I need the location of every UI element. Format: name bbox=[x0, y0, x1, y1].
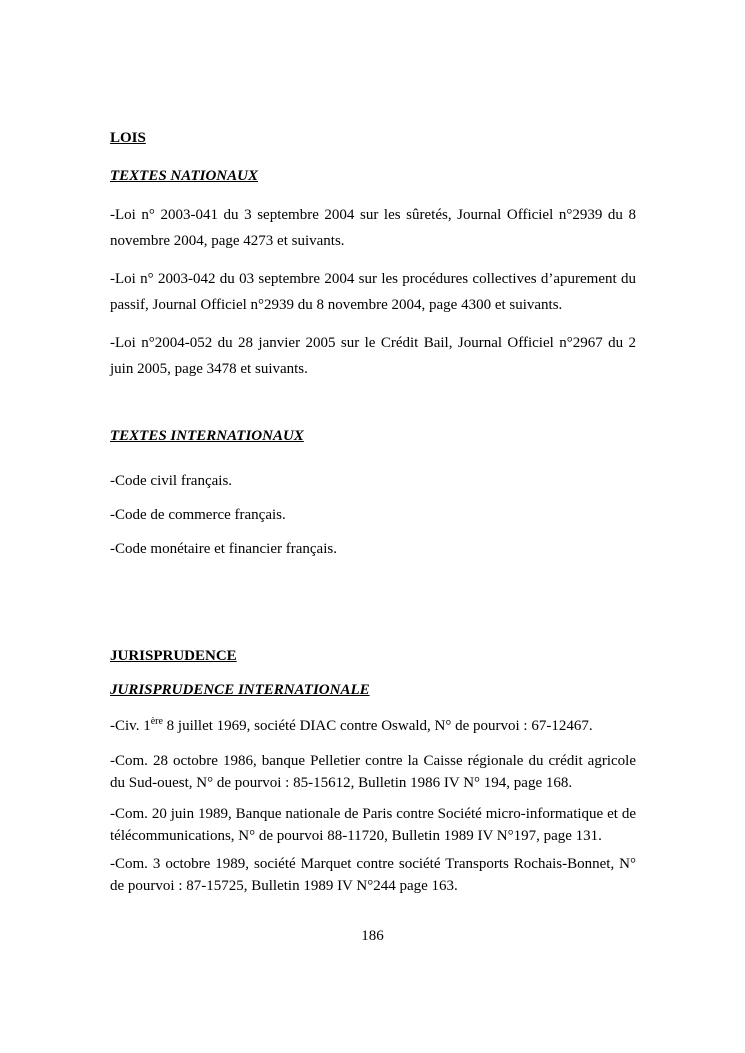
law-paragraph: -Loi n°2004-052 du 28 janvier 2005 sur le Crédit Bail, Journal Officiel n°2967 du 2 juin 2005, page 3478 et suivants. bbox=[110, 335, 636, 377]
heading-jurisprudence-internationale: JURISPRUDENCE INTERNATIONALE bbox=[110, 682, 370, 698]
jurisprudence-paragraph: -Com. 3 octobre 1989, société Marquet contre société Transports Rochais-Bonnet, N° de pourvoi : 87-15725, Bulletin 1989 IV N°244 page 163. bbox=[110, 856, 636, 894]
civ-prefix: -Civ. 1 bbox=[110, 718, 151, 734]
heading-textes-internationaux: TEXTES INTERNATIONAUX bbox=[110, 428, 304, 444]
document-content bbox=[110, 128, 636, 897]
civ-ordinal-superscript: ère bbox=[150, 716, 163, 727]
heading-lois: LOIS bbox=[110, 130, 146, 146]
civ-rest: 8 juillet 1969, société DIAC contre Oswald, N° de pourvoi : 67-12467. bbox=[162, 718, 593, 734]
code-item: -Code civil français. bbox=[110, 473, 233, 489]
code-item: -Code monétaire et financier français. bbox=[110, 541, 337, 557]
heading-textes-nationaux: TEXTES NATIONAUX bbox=[110, 168, 258, 184]
jurisprudence-paragraph: -Com. 28 octobre 1986, banque Pelletier contre la Caisse régionale du crédit agricole du Sud-ouest, N° de pourvoi : 85-15612, Bulletin 1986 IV N° 194, page 168. bbox=[110, 753, 636, 791]
code-item: -Code de commerce français. bbox=[110, 507, 286, 523]
heading-jurisprudence: JURISPRUDENCE bbox=[110, 648, 237, 664]
law-paragraph: -Loi n° 2003-041 du 3 septembre 2004 sur les sûretés, Journal Officiel n°2939 du 8 novembre 2004, page 4273 et suivants. bbox=[110, 207, 636, 249]
jurisprudence-paragraph bbox=[110, 715, 636, 737]
jurisprudence-paragraph: -Com. 20 juin 1989, Banque nationale de Paris contre Société micro-informatique et de télécommunications, N° de pourvoi 88-11720, Bulletin 1989 IV N°197, page 131. bbox=[110, 806, 636, 844]
law-paragraph: -Loi n° 2003-042 du 03 septembre 2004 sur les procédures collectives d’apurement du passif, Journal Officiel n°2939 du 8 novembre 2004, page 4300 et suivants. bbox=[110, 271, 636, 313]
page-number: 186 bbox=[361, 928, 384, 944]
